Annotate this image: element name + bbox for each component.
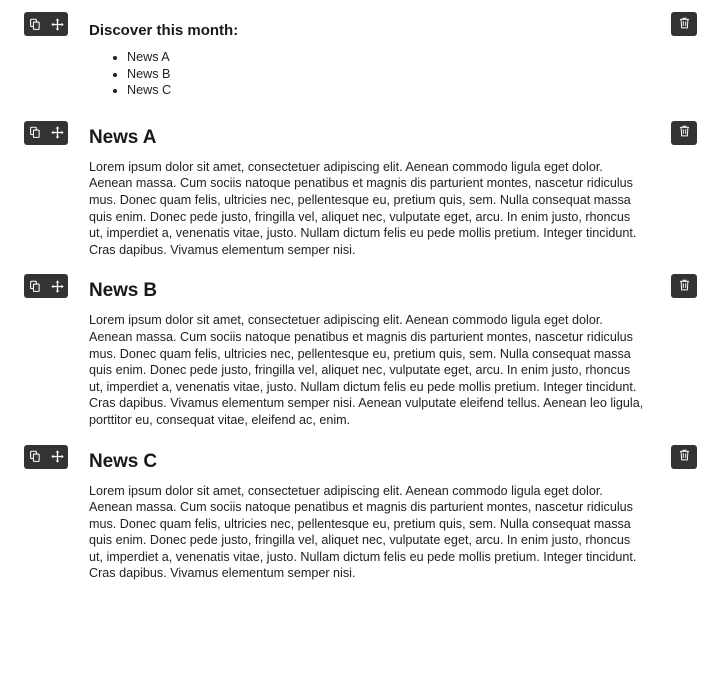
delete-button[interactable] [671, 274, 697, 298]
trash-icon [678, 278, 691, 295]
block-toolbar-left [24, 274, 68, 298]
intro-heading: Discover this month: [89, 22, 239, 39]
move-button[interactable] [46, 121, 68, 145]
delete-button[interactable] [671, 12, 697, 36]
move-button[interactable] [46, 12, 68, 36]
delete-button[interactable] [671, 445, 697, 469]
article-heading: News B [89, 280, 158, 302]
move-arrows-icon [51, 450, 64, 463]
trash-icon [678, 124, 691, 141]
move-arrows-icon [51, 126, 64, 139]
content-block-intro[interactable] [0, 0, 721, 109]
duplicate-button[interactable] [24, 445, 46, 469]
block-toolbar-right [671, 274, 697, 298]
trash-icon [678, 16, 691, 33]
block-toolbar-right [671, 12, 697, 36]
block-content[interactable] [89, 451, 647, 583]
move-arrows-icon [51, 18, 64, 31]
move-button[interactable] [46, 274, 68, 298]
delete-button[interactable] [671, 121, 697, 145]
block-toolbar-left [24, 12, 68, 36]
content-block-news-c[interactable] [0, 433, 721, 587]
block-content[interactable] [89, 22, 647, 99]
copy-icon [29, 280, 42, 293]
article-heading: News A [89, 126, 157, 148]
block-toolbar-right [671, 121, 697, 145]
duplicate-button[interactable] [24, 121, 46, 145]
move-button[interactable] [46, 445, 68, 469]
duplicate-button[interactable] [24, 12, 46, 36]
block-toolbar-left [24, 445, 68, 469]
trash-icon [678, 448, 691, 465]
article-heading: News C [89, 450, 158, 472]
copy-icon [29, 450, 42, 463]
list-item: • News C [127, 82, 647, 99]
duplicate-button[interactable] [24, 274, 46, 298]
block-content[interactable] [89, 280, 647, 428]
copy-icon [29, 18, 42, 31]
block-toolbar-right [671, 445, 697, 469]
article-body: Lorem ipsum dolor sit amet, consectetuer adipiscing elit. Aenean commodo ligula eget dolor. Aenean massa. Cum sociis natoque penatibus et magnis dis parturient montes, nascetur ridiculus mus. Donec quam felis, ultricies nec, pellentesque eu, pretium quis, sem. Nulla consequat massa quis enim. Donec pede justo, fringilla vel, aliquet nec, vulputate eget, arcu. In enim justo, rhoncus ut, imperdiet a, venenatis vitae, justo. Nullam dictum felis eu pede mollis pretium. Integer tincidunt. Cras dapibus. Vivamus elementum semper nisi. [89, 159, 637, 257]
block-toolbar-left [24, 121, 68, 145]
content-block-news-b[interactable] [0, 262, 721, 432]
article-body: Lorem ipsum dolor sit amet, consectetuer adipiscing elit. Aenean commodo ligula eget dolor. Aenean massa. Cum sociis natoque penatibus et magnis dis parturient montes, nascetur ridiculus mus. Donec quam felis, ultricies nec, pellentesque eu, pretium quis, sem. Nulla consequat massa quis enim. Donec pede justo, fringilla vel, aliquet nec, vulputate eget, arcu. In enim justo, rhoncus ut, imperdiet a, venenatis vitae, justo. Nullam dictum felis eu pede mollis pretium. Integer tincidunt. Cras dapibus. Vivamus elementum semper nisi. [89, 483, 637, 581]
list-item: • News A [127, 49, 647, 66]
article-body: Lorem ipsum dolor sit amet, consectetuer adipiscing elit. Aenean commodo ligula eget dolor. Aenean massa. Cum sociis natoque penatibus et magnis dis parturient montes, nascetur ridiculus mus. Donec quam felis, ultricies nec, pellentesque eu, pretium quis, sem. Nulla consequat massa quis enim. Donec pede justo, fringilla vel, aliquet nec, vulputate eget, arcu. In enim justo, rhoncus ut, imperdiet a, venenatis vitae, justo. Nullam dictum felis eu pede mollis pretium. Integer tincidunt. Cras dapibus. Vivamus elementum semper nisi. Aenean vulputate eleifend tellus. Aenean leo ligula, porttitor eu, consequat vitae, eleifend ac, enim. [89, 313, 644, 427]
move-arrows-icon [51, 280, 64, 293]
news-list [89, 49, 647, 99]
list-item: • News B [127, 66, 647, 83]
block-content[interactable] [89, 127, 647, 259]
content-block-news-a[interactable] [0, 109, 721, 263]
copy-icon [29, 126, 42, 139]
